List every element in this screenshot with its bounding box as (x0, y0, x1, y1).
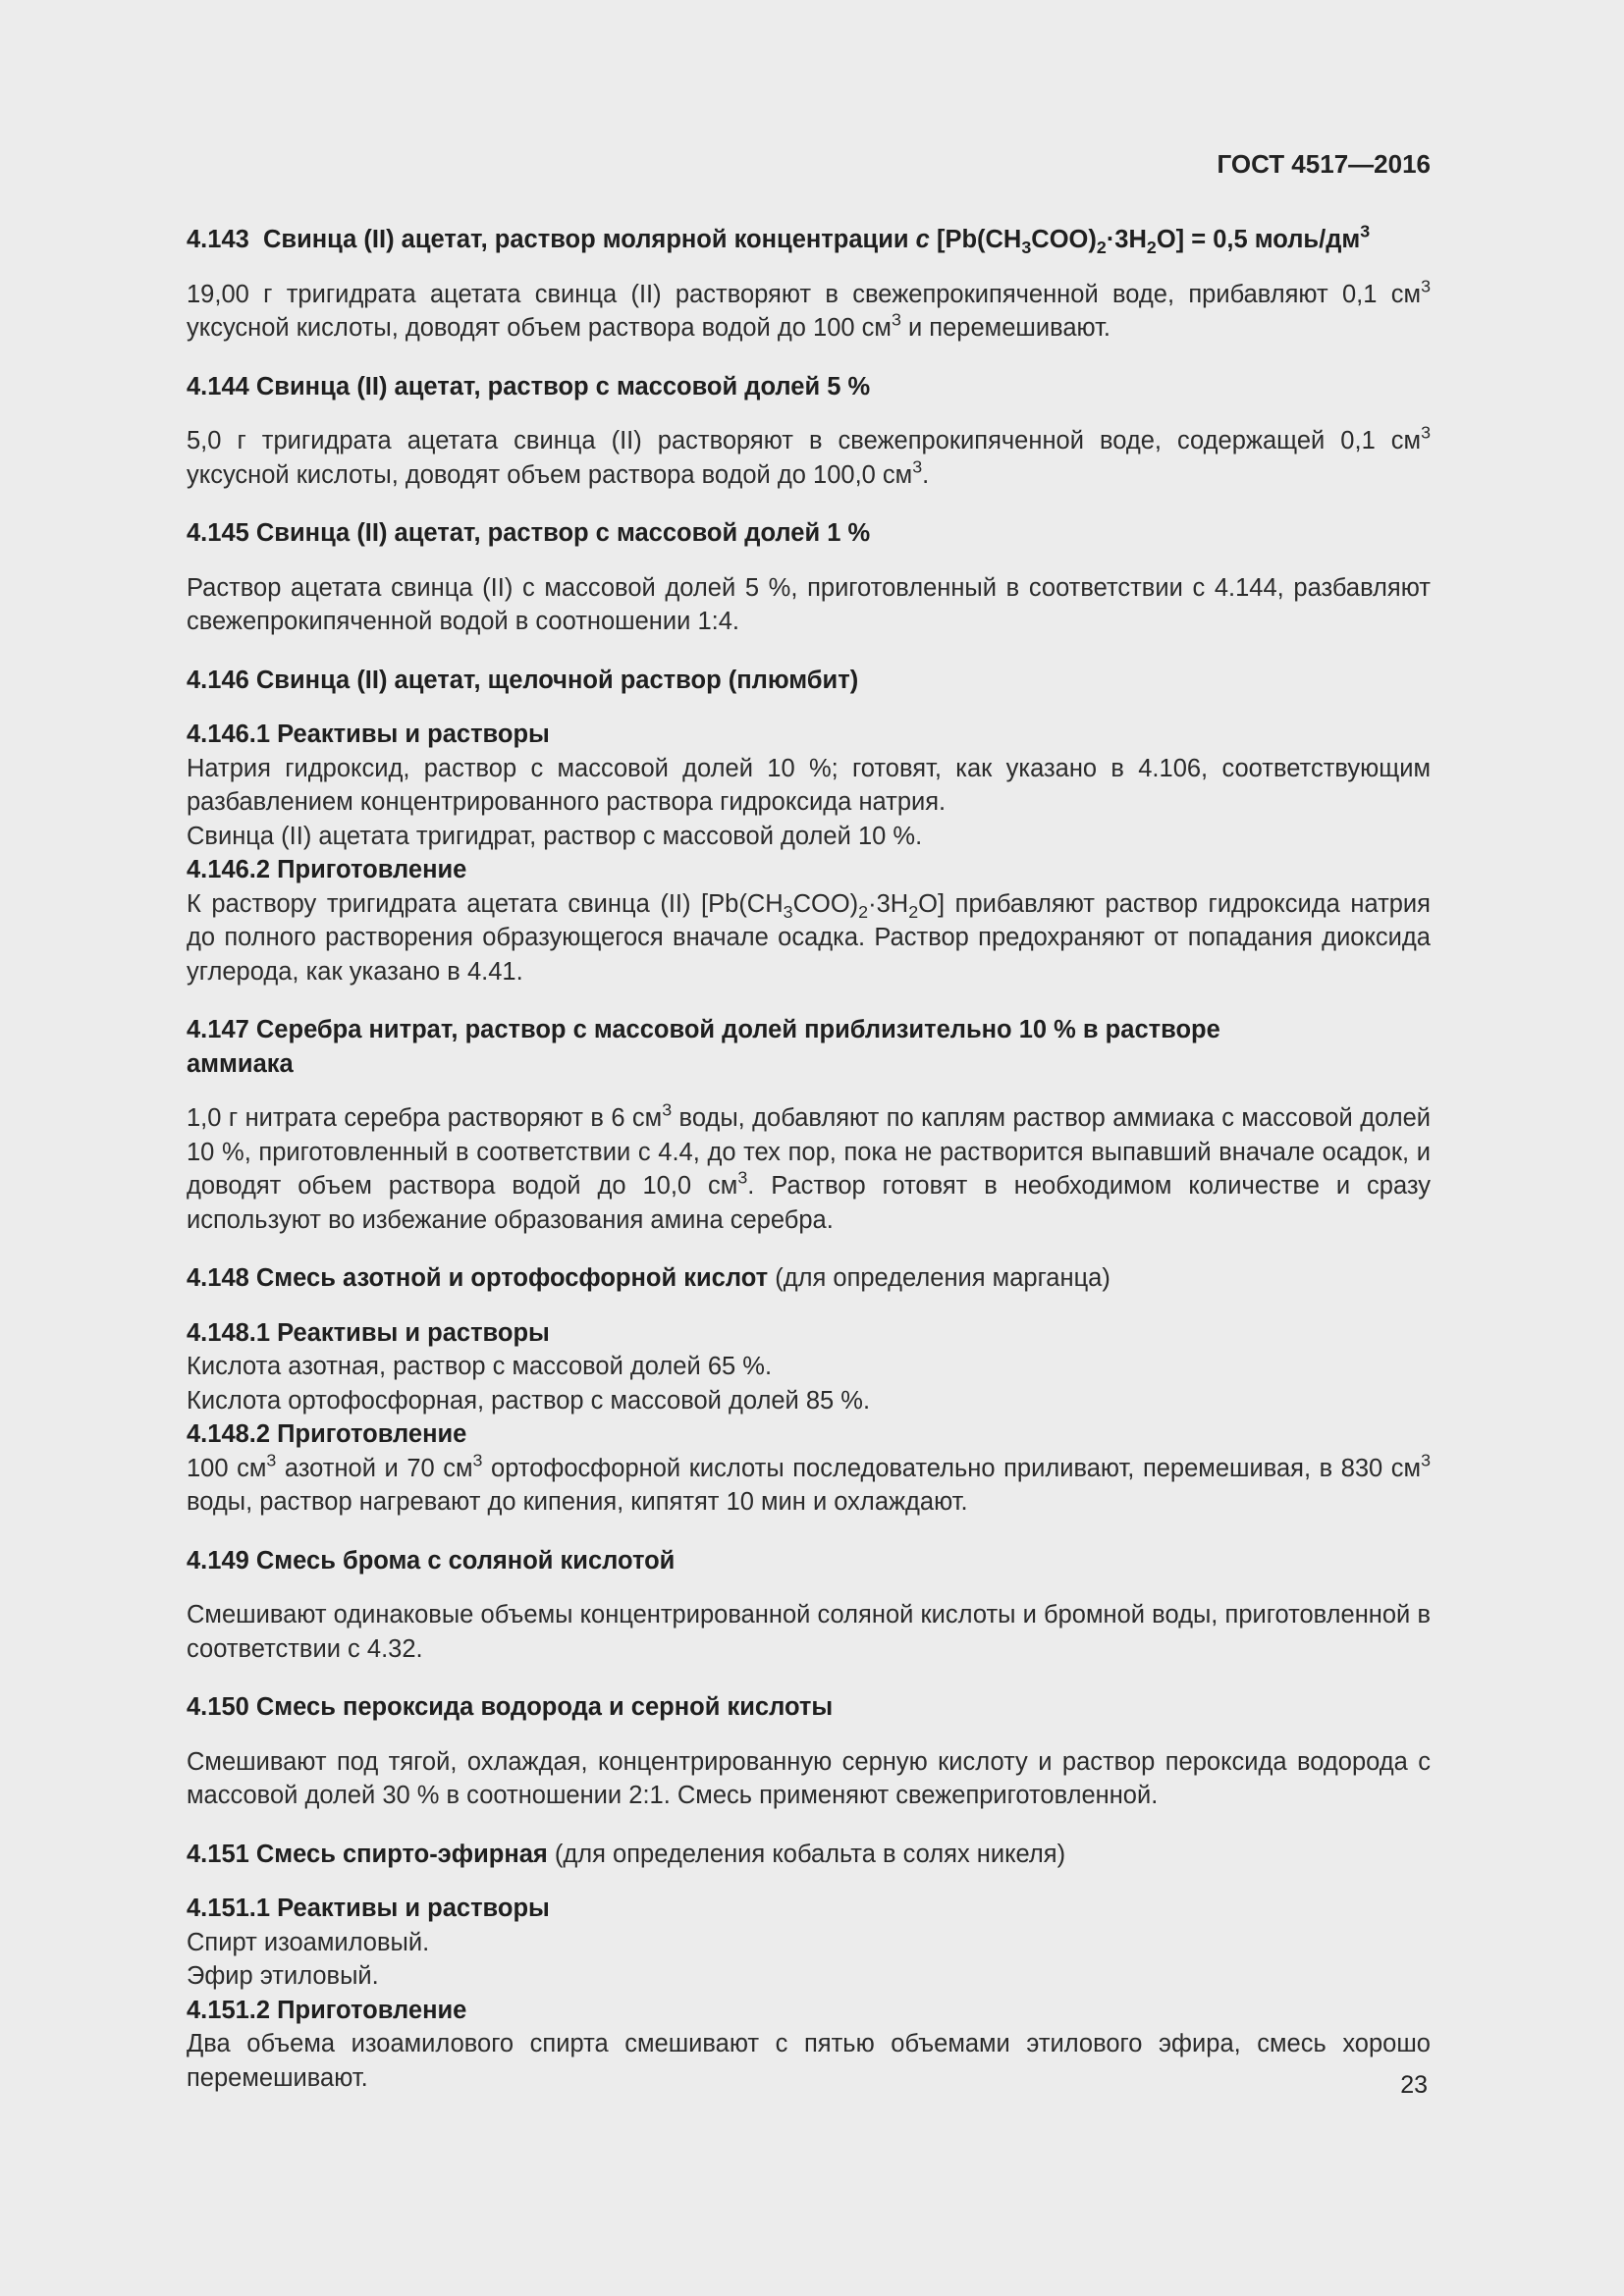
section-heading-4-151: 4.151 Смесь спирто-эфирная (для определения кобальта в солях никеля) (187, 1840, 1066, 1868)
subsection-heading-4-148-1: 4.148.1 Реактивы и растворы (187, 1318, 550, 1347)
section-heading-4-145: 4.145 Свинца (II) ацетат, раствор с массовой долей 1 % (187, 519, 871, 547)
paragraph-4-143: 19,00 г тригидрата ацетата свинца (II) растворяют в свежепрокипяченной воде, прибавляют 0,1 $см^3$ уксусной кислоты, доводят объем раствора водой до 100 $см^3$ и перемешивают. (187, 275, 1431, 342)
section-heading-4-143: 4.143 Свинца (II) ацетат, раствор молярной концентрации c $[Pb(CH_3COO)_2\cdot 3H_2O] = 0,5$ моль/$дм^3$ (187, 221, 1371, 258)
paragraph-4-146-2: К раствору тригидрата ацетата свинца (II) $[Pb(CH_3COO)_2\cdot 3H_2O]$ прибавляют раствор гидроксида натрия до полного растворения образующегося вначале осадка. Раствор предохраняют от попадания диоксида углерода, как указано в 4.41. (187, 889, 1431, 986)
paragraph-4-151-1-a: Спирт изоамиловый. (187, 1928, 430, 1956)
paragraph-4-151-1-b: Эфир этиловый. (187, 1962, 379, 1990)
section-heading-4-144: 4.144 Свинца (II) ацетат, раствор с массовой долей 5 % (187, 372, 871, 400)
paragraph-4-148-2: 100 $см^3$ азотной и 70 $см^3$ ортофосфорной кислоты последовательно приливают, перемешивая, в 830 $см^3$ воды, раствор нагревают до кипения, кипятят 10 мин и охлаждают. (187, 1449, 1432, 1516)
document-body (117, 223, 1431, 2095)
section-heading-4-150: 4.150 Смесь пероксида водорода и серной кислоты (187, 1693, 834, 1721)
subsection-heading-4-146-2: 4.146.2 Приготовление (187, 856, 467, 883)
standard-header: ГОСТ 4517—2016 (1217, 149, 1431, 179)
subsection-heading-4-148-2: 4.148.2 Приготовление (187, 1420, 467, 1448)
paragraph-4-144: 5,0 г тригидрата ацетата свинца (II) растворяют в свежепрокипяченной воде, содержащей 0,1 $см^3$ уксусной кислоты, доводят объем раствора водой до 100,0 $см^3$. (187, 422, 1431, 489)
paragraph-4-145: Раствор ацетата свинца (II) с массовой долей 5 %, приготовленный в соответствии с 4.144, разбавляют свежепрокипяченной водой в соотношении 1:4. (187, 573, 1431, 635)
paragraph-4-146-1-b: Свинца (II) ацетата тригидрат, раствор с массовой долей 10 %. (187, 822, 923, 850)
paragraph-4-148-1-a: Кислота азотная, раствор с массовой долей 65 %. (187, 1353, 773, 1380)
section-heading-4-147: 4.147 Серебра нитрат, раствор с массовой долей приблизительно 10 % в растворе аммиака (187, 1016, 1220, 1078)
subsection-heading-4-151-1: 4.151.1 Реактивы и растворы (187, 1895, 550, 1922)
paragraph-4-149: Смешивают одинаковые объемы концентрированной соляной кислоты и бромной воды, приготовленной в соответствии с 4.32. (187, 1601, 1431, 1663)
section-heading-4-149: 4.149 Смесь брома с соляной кислотой (187, 1546, 676, 1575)
section-heading-4-146: 4.146 Свинца (II) ацетат, щелочной раствор (плюмбит) (187, 666, 859, 694)
section-heading-4-148: 4.148 Смесь азотной и ортофосфорной кислот (для определения марганца) (187, 1264, 1110, 1292)
paragraph-4-151-2: Два объема изоамилового спирта смешивают с пятью объемами этилового эфира, смесь хорошо перемешивают. (187, 2030, 1431, 2092)
subsection-heading-4-146-1: 4.146.1 Реактивы и растворы (187, 721, 550, 748)
page-number: 23 (1400, 2071, 1428, 2099)
paragraph-4-148-1-b: Кислота ортофосфорная, раствор с массовой долей 85 %. (187, 1386, 871, 1415)
paragraph-4-146-1-a: Натрия гидроксид, раствор с массовой долей 10 %; готовят, как указано в 4.106, соответствующим разбавлением концентрированного раствора гидроксида натрия. (187, 754, 1431, 816)
paragraph-4-147: 1,0 г нитрата серебра растворяют в 6 $см^3$ воды, добавляют по каплям раствор аммиака с массовой долей 10 %, приготовленный в соответствии с 4.4, до тех пор, пока не растворится выпавший вначале осадок, и доводят объем раствора водой до 10,0 $см^3$. Раствор готовят в необходимом количестве и сразу используют во избежание образования амина серебра. (187, 1099, 1432, 1234)
subsection-heading-4-151-2: 4.151.2 Приготовление (187, 1996, 467, 2024)
paragraph-4-150: Смешивают под тягой, охлаждая, концентрированную серную кислоту и раствор пероксида водорода с массовой долей 30 % в соотношении 2:1. Смесь применяют свежеприготовленной. (187, 1747, 1431, 1809)
